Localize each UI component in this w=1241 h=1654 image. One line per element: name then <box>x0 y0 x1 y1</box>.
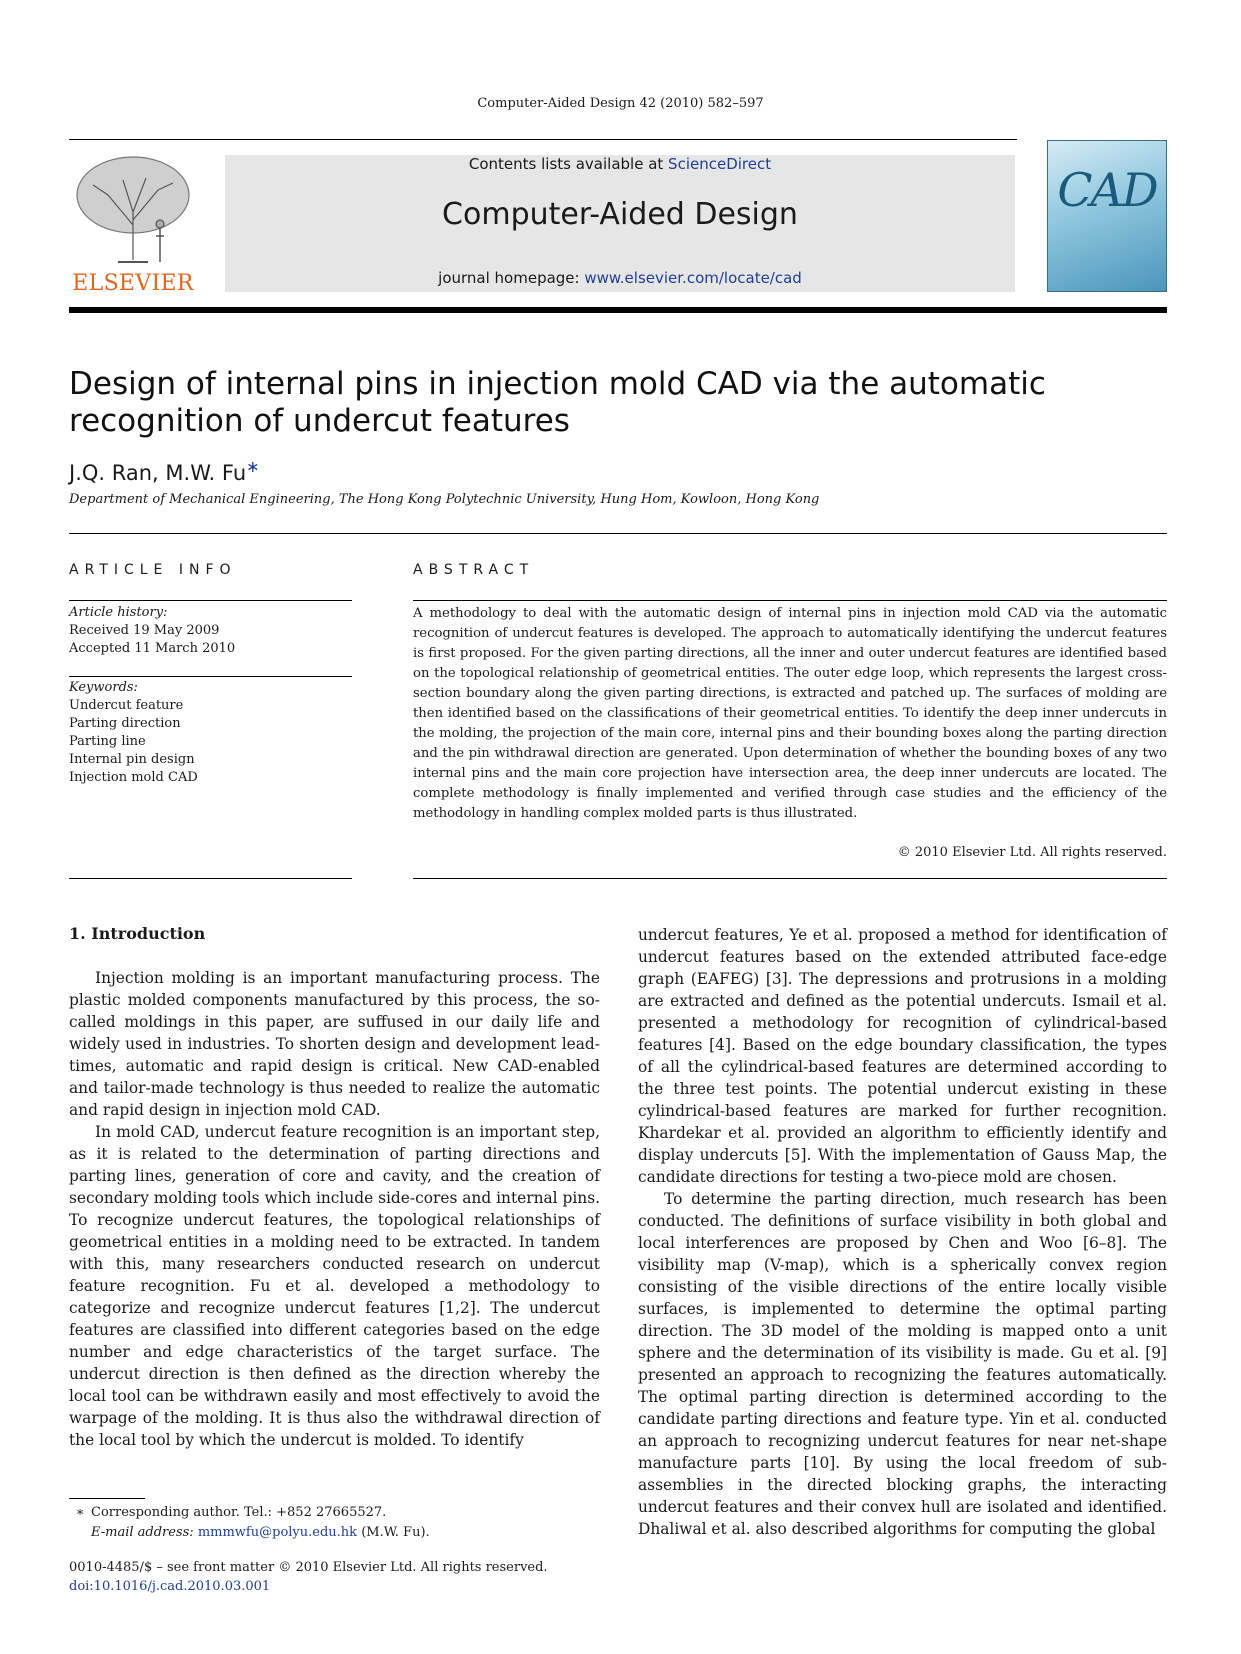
journal-banner <box>225 155 1015 292</box>
body-paragraph: undercut features, Ye et al. proposed a method for identification of undercut features based on the extended attributed face-edge graph (EAFEG) [3]. The depressions and protrusions in a molding are extracted and defined as the potential undercuts. Ismail et al. presented a methodology for recognition of cylindrical-based features [4]. Based on the edge boundary classification, the types of all the cylindrical-based features are determined according to the three test points. The potential undercut existing in these cylindrical-based features are marked for further recognition. Khardekar et al. provided an algorithm to efficiently identify and display undercuts [5]. With the implementation of Gauss Map, the candidate directions for testing a two-piece mold are chosen. <box>638 926 1167 1186</box>
email-note <box>69 1523 430 1543</box>
corresponding-author-mark[interactable]: ∗ <box>246 457 260 476</box>
publisher-logo <box>68 150 198 296</box>
author-names: J.Q. Ran, M.W. Fu <box>69 461 247 485</box>
body-column-left <box>69 967 600 1451</box>
introduction-heading: 1. Introduction <box>69 924 206 943</box>
abstract-copyright: © 2010 Elsevier Ltd. All rights reserved. <box>897 845 1167 860</box>
abstract-heading: ABSTRACT <box>413 562 535 578</box>
body-paragraph: To determine the parting direction, much research has been conducted. The definitions of surface visibility in both global and local interferences are proposed by Chen and Woo [6–8]. The visibility map (V-map), which is a spherically convex region consisting of the visible directions of the entire locally visible surfaces, is implemented to determine the optimal parting direction. The 3D model of the molding is mapped onto a unit sphere and the determination of its visibility is made. Gu et al. [9] presented an approach to recognizing the features automatically. The optimal parting direction is determined according to the candidate parting directions and feature type. Yin et al. conducted an approach to recognizing undercut features for near net-shape manufacture parts [10]. By using the local freedom of sub-assemblies in the directed blocking graphs, the interacting undercut features and their convex hull are isolated and identified. Dhaliwal et al. also described algorithms for computing the global <box>638 1190 1167 1538</box>
issn-line: 0010-4485/$ – see front matter © 2010 Elsevier Ltd. All rights reserved. <box>69 1560 548 1575</box>
contents-prefix: Contents lists available at <box>468 155 669 173</box>
abstract-rule-top <box>413 600 1167 601</box>
article-history <box>69 604 235 658</box>
body-column-right <box>638 924 1167 1540</box>
keyword-item: Parting direction <box>69 716 181 731</box>
doi-link[interactable]: doi:10.1016/j.cad.2010.03.001 <box>69 1579 271 1594</box>
cover-logo-text: CAD <box>1057 163 1157 217</box>
homepage-prefix: journal homepage: <box>438 269 585 287</box>
contents-line <box>225 155 1015 173</box>
corresponding-author-text: Corresponding author. Tel.: +852 27665527. <box>91 1505 387 1520</box>
keyword-item: Injection mold CAD <box>69 770 198 785</box>
keywords-label: Keywords: <box>69 680 138 695</box>
email-suffix: (M.W. Fu). <box>361 1525 430 1540</box>
homepage-link[interactable]: www.elsevier.com/locate/cad <box>584 269 802 287</box>
keyword-item: Undercut feature <box>69 698 184 713</box>
running-header: Computer-Aided Design 42 (2010) 582–597 <box>477 96 764 111</box>
authors <box>69 457 260 485</box>
history-label: Article history: <box>69 605 168 620</box>
email-link[interactable]: mmmwfu@polyu.edu.hk <box>197 1525 358 1540</box>
affiliation: Department of Mechanical Engineering, The Hong Kong Polytechnic University, Hung Hom, Kowloon, Hong Kong <box>69 492 820 507</box>
masthead-rule <box>69 307 1167 313</box>
keywords <box>69 679 198 787</box>
footnote-mark: ∗ <box>75 1505 85 1520</box>
received-date: Received 19 May 2009 <box>69 623 220 638</box>
accepted-date: Accepted 11 March 2010 <box>69 641 236 656</box>
journal-cover-thumbnail <box>1047 140 1167 292</box>
title-rule <box>69 533 1167 534</box>
article-title: Design of internal pins in injection mold CAD via the automatic recognition of undercut features <box>69 366 1046 439</box>
footnote <box>69 1503 430 1543</box>
sciencedirect-link[interactable]: ScienceDirect <box>668 155 772 173</box>
article-info-heading: ARTICLE INFO <box>69 562 237 578</box>
footnote-rule <box>69 1498 145 1499</box>
info-rule-mid <box>69 676 352 677</box>
body-paragraph: In mold CAD, undercut feature recognition is an important step, as it is related to the determination of parting directions and parting lines, generation of core and cavity, and the creation of secondary molding tools which include side-cores and internal pins. To recognize undercut features, the topological relationships of geometrical entities in a molding need to be extracted. In tandem with this, many researchers conducted research on undercut feature recognition. Fu et al. developed a methodology to categorize and recognize undercut features [1,2]. The undercut features are classified into different categories based on the edge number and edge characteristics of the target surface. The undercut direction is then defined as the direction whereby the local tool can be withdrawn easily and most effectively to avoid the warpage of the molding. It is thus also the withdrawal direction of the local tool by which the undercut is molded. To identify <box>69 1123 600 1449</box>
homepage-line <box>225 269 1015 287</box>
email-label: E-mail address: <box>91 1525 194 1540</box>
journal-name: Computer-Aided Design <box>442 197 798 232</box>
abstract-text: A methodology to deal with the automatic design of internal pins in injection mold CAD via the automatic recognition of undercut features is developed. The approach to automatically identifying the undercut features is first proposed. For the given parting directions, all the inner and outer undercut features are identified based on the topological relationship of geometrical entities. The outer edge loop, which represents the largest cross-section boundary along the given parting directions, is extracted and patched up. The surfaces of molding are then identified based on the classifications of their geometrical entities. To identify the deep inner undercuts in the molding, the projection of the main core, internal pins and their bounding boxes along the parting direction and the pin withdrawal direction are generated. Upon determination of whether the bounding boxes of any two internal pins and the main core projection have intersection area, the deep inner undercuts are located. The complete methodology is finally implemented and verified through case studies and the efficiency of the methodology in handling complex molded parts is thus illustrated. <box>413 606 1167 821</box>
elsevier-tree-icon <box>68 150 198 268</box>
info-rule-top <box>69 600 352 601</box>
corresponding-author-note <box>69 1503 430 1523</box>
front-matter <box>69 1558 548 1596</box>
abstract-rule-bottom <box>413 878 1167 879</box>
publisher-name: ELSEVIER <box>72 271 194 296</box>
header-rule <box>69 139 1017 140</box>
body-paragraph: Injection molding is an important manufacturing process. The plastic molded components manufactured by this process, the so-called moldings in this paper, are suffused in our daily life and widely used in industries. To shorten design and development lead-times, automatic and rapid design is critical. New CAD-enabled and tailor-made technology is thus needed to realize the automatic and rapid design in injection mold CAD. <box>69 969 600 1119</box>
info-rule-bottom <box>69 878 352 879</box>
keyword-item: Internal pin design <box>69 752 195 767</box>
keyword-item: Parting line <box>69 734 146 749</box>
